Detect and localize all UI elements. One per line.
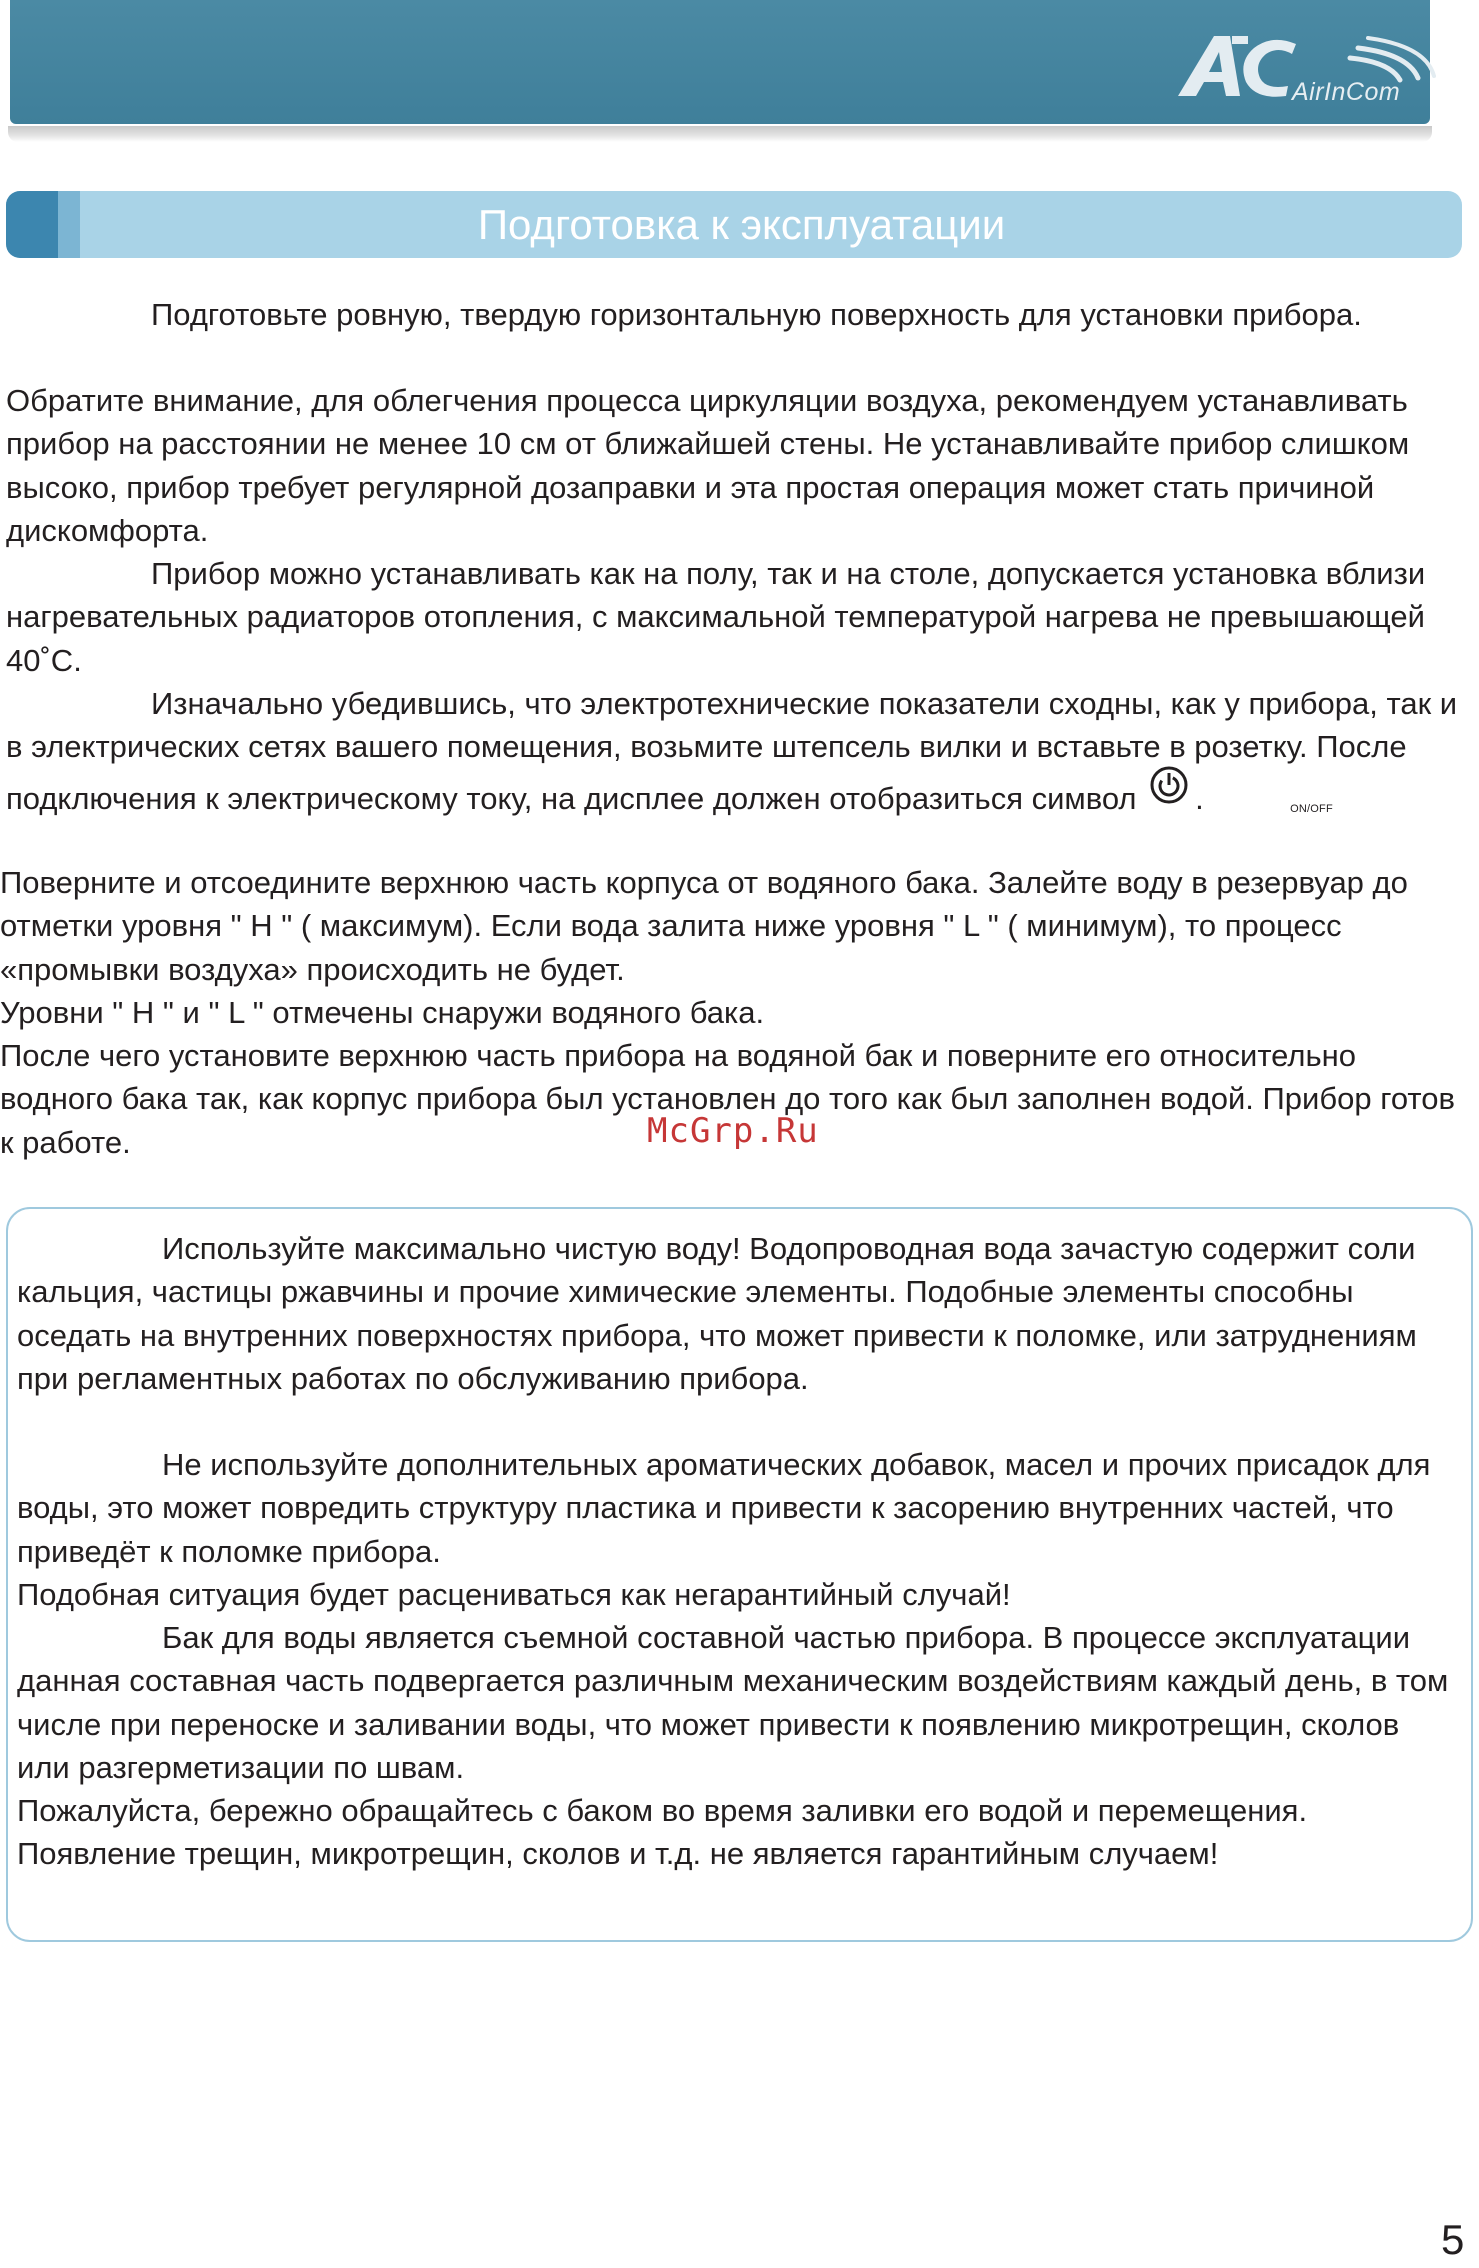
power-symbol-label: ON/OFF	[1290, 802, 1333, 815]
paragraph-assembly: После чего установите верхнюю часть прибора на водяной бак и поверните его относительно водного бака так, как корпус прибора был установлен до того как был заполнен водой. Прибор готов к работе.	[0, 1038, 1455, 1160]
power-symbol	[1145, 769, 1333, 819]
page-number: 5	[1441, 2216, 1465, 2263]
paragraph-surface: Подготовьте ровную, твердую горизонтальную поверхность для установки прибора.	[151, 297, 1362, 332]
notice-tank-removable: Бак для воды является съемной составной частью прибора. В процессе эксплуатации данная составная часть подвергается различным механическим воздействиям каждый день, в том числе при переноске и заливании воды, что может привести к появлению микротрещин, сколов или разгерметизации по швам.	[17, 1620, 1449, 1786]
power-icon	[1149, 765, 1189, 805]
paragraph-levels: Уровни " H " и " L " отмечены снаружи водяного бака.	[0, 995, 765, 1030]
power-text: Изначально убедившись, что электротехнические показатели сходны, как у прибора, так и в электрических сетях вашего помещения, возьмите штепсель вилки и вставьте в розетку. После подключения к электрическому току, на дисплее должен отобразиться символ	[6, 686, 1458, 816]
power-text-end: .	[1195, 780, 1204, 816]
notice-non-warranty: Подобная ситуация будет расцениваться как негарантийный случай!	[17, 1577, 1011, 1612]
paragraph-floor-table: Прибор можно устанавливать как на полу, так и на столе, допускается установка вблизи нагревательных радиаторов отопления, с максимальной температурой нагрева не превышающей 40˚С.	[6, 556, 1426, 678]
header-shadow	[8, 126, 1432, 142]
section-title: Подготовка к эксплуатации	[477, 201, 1006, 248]
watermark: McGrp.Ru	[647, 1111, 819, 1151]
notice-tank-care: Пожалуйста, бережно обращайтесь с баком во время заливки его водой и перемещения. Появление трещин, микротрещин, сколов и т.д. не является гарантийным случаем!	[17, 1793, 1308, 1872]
paragraph-power	[6, 682, 1466, 820]
section-title-bar	[6, 191, 1462, 258]
paragraph-placement: Обратите внимание, для облегчения процесса циркуляции воздуха, рекомендуем устанавливать прибор на расстоянии не менее 10 см от ближайшей стены. Не устанавливайте прибор слишком высоко, прибор требует регулярной дозаправки и эта простая операция может стать причиной дискомфорта.	[6, 383, 1410, 549]
notice-clean-water: Используйте максимально чистую воду! Водопроводная вода зачастую содержит соли кальция, частицы ржавчины и прочие химические элементы. Подобные элементы способны оседать на внутренних поверхностях прибора, что может привести к поломке, или затруднениям при регламентных работах по обслуживанию прибора.	[17, 1231, 1417, 1397]
brand-name: AirInCom	[1292, 78, 1401, 106]
notice-no-additives: Не используйте дополнительных ароматических добавок, масел и прочих присадок для воды, это может повредить структуру пластика и привести к засорению внутренних частей, что приведёт к поломке прибора.	[17, 1447, 1431, 1569]
paragraph-water-fill: Поверните и отсоедините верхнюю часть корпуса от водяного бака. Залейте воду в резервуар до отметки уровня " H " ( максимум). Если вода залита ниже уровня " L " ( минимум), то процесс «промывки воздуха» происходить не будет.	[0, 865, 1408, 987]
